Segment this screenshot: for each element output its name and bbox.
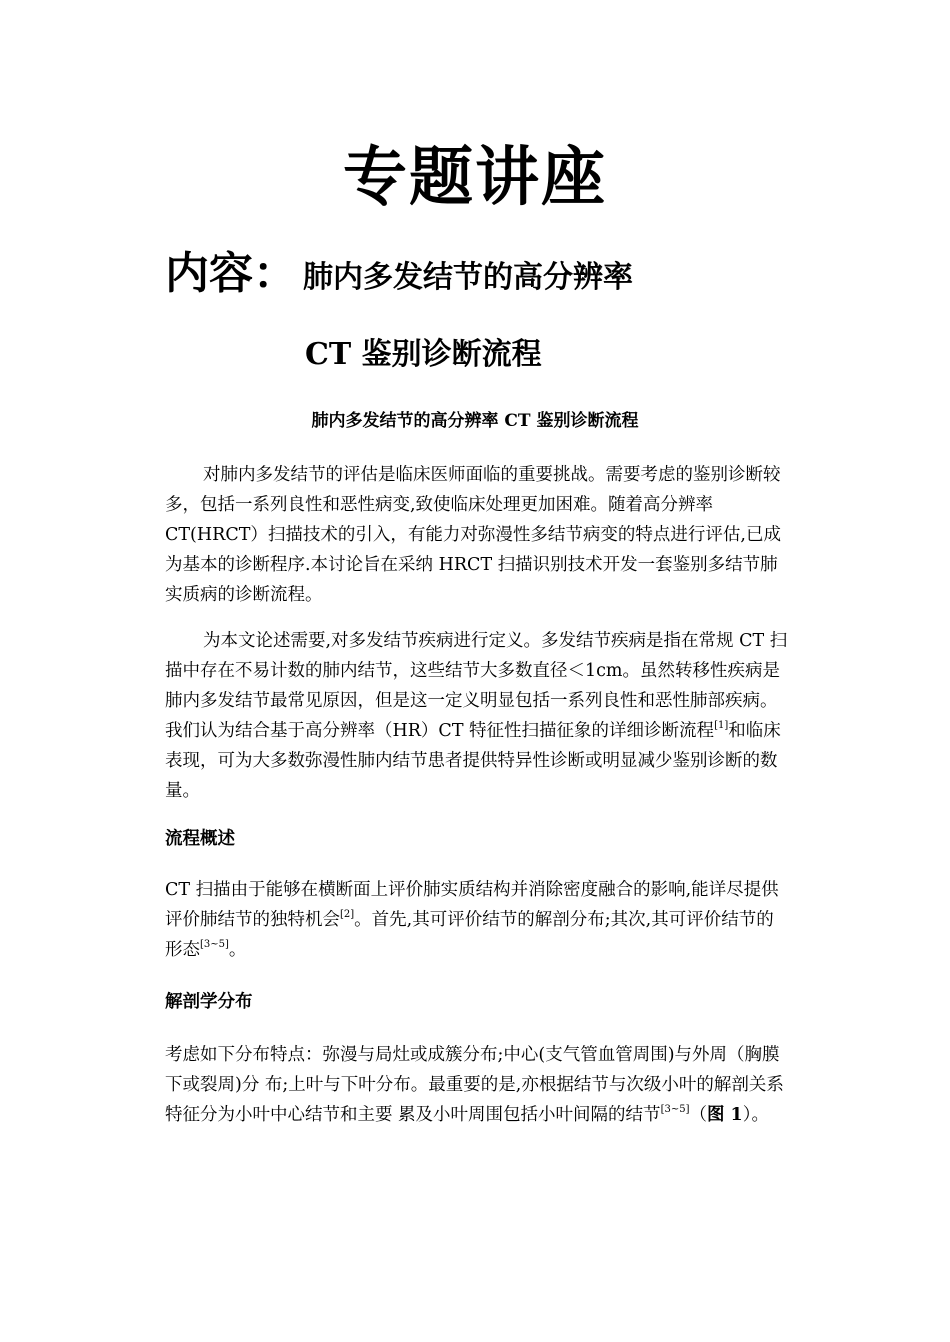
paragraph-text: 考虑如下分布特点：弥漫与局灶或成簇分布;中心(支气管血管周围)与外周（胸膜下或裂周)分 布;上叶与下叶分布。最重要的是,亦根据结节与次级小叶的解剖关系特征分为小叶中心结节和主要 累及小叶周围包括小叶间隔的结节 — [165, 1045, 784, 1125]
page-title: 专题讲座 — [343, 140, 607, 215]
article-subtitle: 肺内多发结节的高分辨率 CT 鉴别诊断流程 — [311, 411, 639, 431]
content-title-line2: CT 鉴别诊断流程 — [305, 337, 542, 372]
paragraph-text: （ — [689, 1105, 707, 1125]
paragraph-text: ）。 — [742, 1105, 769, 1125]
paragraph-text: 。首先,其可评价结节的解剖分布;其次,其可评价结节的形态 — [165, 910, 774, 960]
section-heading-anatomy: 解剖学分布 — [165, 992, 253, 1012]
content-label: 内容： — [165, 248, 297, 299]
paragraph-text: CT 扫描由于能够在横断面上评价肺实质结构并消除密度融合的影响,能详尽提供评价肺结节的独特机会 — [165, 880, 779, 930]
figure-reference: 图 1 — [706, 1105, 743, 1125]
paragraph-text: 和临床表现，可为大多数弥漫性肺内结节患者提供特异性诊断或明显减少鉴别诊断的数量。 — [165, 721, 781, 801]
paragraph-definition — [165, 626, 790, 806]
citation-ref: [2] — [340, 909, 355, 920]
paragraph-intro: 对肺内多发结节的评估是临床医师面临的重要挑战。需要考虑的鉴别诊断较多，包括一系列良性和恶性病变,致使临床处理更加困难。随着高分辨率 CT(HRCT）扫描技术的引入，有能力对弥漫性多结节病变的特点进行评估,已成为基本的诊断程序.本讨论旨在采纳 HRCT 扫描识别技术开发一套鉴别多结节肺实质病的诊断流程。 — [165, 465, 781, 605]
paragraph-distribution — [165, 1040, 790, 1130]
citation-ref: [3~5] — [200, 939, 229, 950]
citation-ref: [1] — [714, 720, 729, 731]
paragraph-overview — [165, 875, 790, 965]
paragraph-text: 。 — [228, 940, 247, 960]
content-title-line1: 肺内多发结节的高分辨率 — [303, 260, 633, 295]
citation-ref: [3~5] — [660, 1104, 690, 1115]
section-heading-overview: 流程概述 — [165, 829, 235, 849]
paragraph-text: 为本文论述需要,对多发结节疾病进行定义。多发结节疾病是指在常规 CT 扫描中存在不易计数的肺内结节，这些结节大多数直径＜1cm。虽然转移性疾病是肺内多发结节最常见原因，但是这一定义明显包括一系列良性和恶性肺部疾病。我们认为结合基于高分辨率（HR）CT 特征性扫描征象的详细诊断流程 — [165, 631, 788, 741]
